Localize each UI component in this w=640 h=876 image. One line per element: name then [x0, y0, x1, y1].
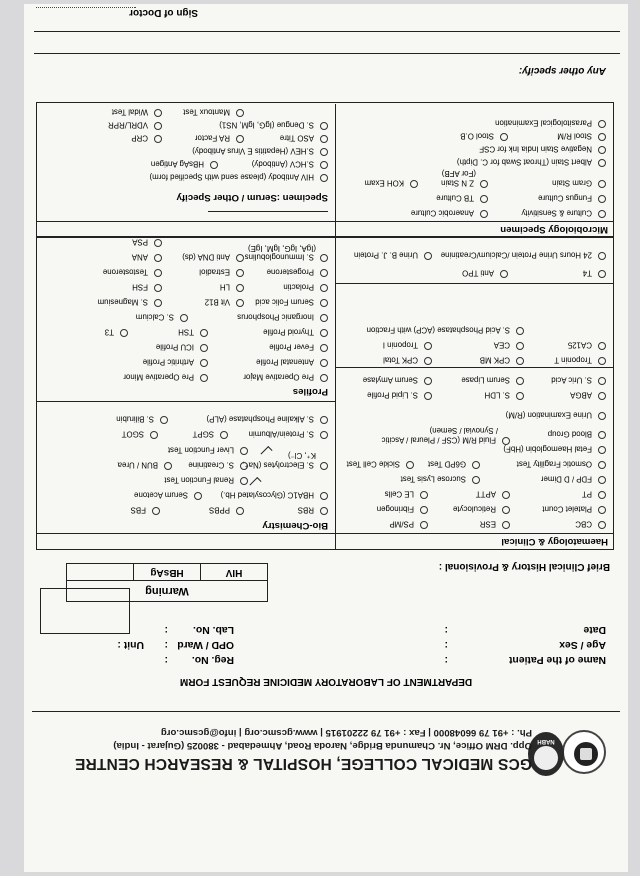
bio-option-electrolytes[interactable]: S. Electrolytes (Na⁺,	[242, 461, 328, 471]
profile-option-fever[interactable]: Fever Profile	[269, 343, 328, 353]
form-sheet	[24, 4, 628, 872]
colon: :	[444, 639, 448, 650]
immuno-note: (IgA, IgG, IgM, IgE)	[248, 244, 316, 253]
sero-option-hiv[interactable]: HIV Antibody (please send with Specified form)	[150, 173, 328, 183]
radio-circle[interactable]	[420, 491, 428, 499]
chem-option-anti-dna[interactable]: Anti DNA (ds)	[182, 253, 244, 263]
sero-option-stool-rm[interactable]: Stool R/M	[557, 132, 606, 142]
zn-note: (For AFB)	[441, 169, 476, 178]
radio-circle[interactable]	[154, 239, 162, 247]
radio-circle[interactable]	[320, 507, 328, 515]
lower-option-abga[interactable]: ABGA	[570, 391, 606, 401]
radio-circle[interactable]	[320, 269, 328, 277]
micro-option-anaerobic[interactable]: Anaerobic Culture	[411, 209, 488, 219]
radio-circle[interactable]	[598, 431, 606, 439]
lower-option-lipid[interactable]: S. Lipid Profile	[367, 391, 432, 401]
section-divider	[36, 401, 336, 402]
electrolytes-note: K⁺, Cl⁻)	[287, 451, 316, 460]
sero-option-vdrl[interactable]: VDRL/RPR	[108, 121, 162, 131]
bio-option-sgpt[interactable]: SGPT	[193, 430, 228, 440]
radio-circle[interactable]	[320, 122, 328, 130]
lower-option-ldh[interactable]: S. LDH	[485, 391, 524, 401]
hema-option-le-cells[interactable]: LE Cells	[385, 490, 428, 500]
bio-chemistry-heading: Bio-Chemistry	[262, 520, 328, 531]
anchor	[613, 281, 614, 282]
specimen-line	[208, 211, 328, 212]
bio-option-ppbs[interactable]: PPBS	[209, 506, 244, 516]
sero-option-hcv[interactable]: S.HCV (Antibody)	[252, 160, 328, 170]
section-divider	[36, 533, 614, 534]
address-line: Opp. DRM Office, Nr. Chamunda Bridge, Naroda Road, Ahmedabad - 380025 (Gujarat - India)	[113, 740, 532, 751]
radio-circle[interactable]	[236, 284, 244, 292]
radio-circle[interactable]	[472, 461, 480, 469]
microbiology-heading: Microbiology Specimen	[500, 224, 608, 235]
radio-circle[interactable]	[236, 269, 244, 277]
chem-option-folic[interactable]: Serum Folic acid	[255, 298, 328, 308]
radio-circle[interactable]	[320, 492, 328, 500]
colon: :	[164, 654, 168, 665]
warning-blank	[67, 564, 134, 580]
doctor-signature-label: Sign of Doctor	[129, 7, 198, 18]
micro-option-culture[interactable]: Culture & Sensitivity	[521, 209, 606, 219]
bio-option-alp[interactable]: S. Alkaline Phosphatase (ALP)	[207, 415, 328, 425]
bio-option-creatinine[interactable]: S. Creatinine	[188, 461, 248, 471]
colon: :	[164, 624, 168, 635]
hema-option-psmp[interactable]: PS/MP	[389, 520, 428, 530]
lower-option-trop-t[interactable]: Troponin T	[554, 356, 606, 366]
section-divider	[336, 367, 614, 368]
lab-no-label: Lab. No.	[193, 624, 234, 635]
radio-circle[interactable]	[472, 476, 480, 484]
header-divider	[32, 711, 620, 712]
sero-option-parasitological[interactable]: Parasitological Examination	[495, 119, 606, 129]
any-other-specify-label: Any other specify:	[518, 65, 606, 76]
bio-option-protein[interactable]: S. Protein/Albumin	[249, 430, 328, 440]
radio-circle[interactable]	[154, 284, 162, 292]
age-sex-label: Age / Sex	[559, 639, 606, 650]
bio-option-sgot[interactable]: SGOT	[122, 430, 158, 440]
radio-circle[interactable]	[320, 174, 328, 182]
radio-circle[interactable]	[154, 299, 162, 307]
bio-option-lft[interactable]: Liver Function Test	[168, 446, 248, 456]
college-seal-logo	[562, 730, 606, 774]
profile-option-pre-op-major[interactable]: Pre Operative Major	[243, 373, 328, 383]
radio-circle[interactable]	[164, 462, 172, 470]
radio-circle[interactable]	[598, 476, 606, 484]
lower-option-cpk-mb[interactable]: CPK MB	[480, 356, 524, 366]
chem-option-b12[interactable]: Vit B12	[205, 298, 244, 308]
radio-circle[interactable]	[154, 122, 162, 130]
sero-option-stool-ob[interactable]: Stool O.B	[460, 132, 508, 142]
radio-circle[interactable]	[240, 447, 248, 455]
radio-circle[interactable]	[220, 431, 228, 439]
radio-circle[interactable]	[598, 377, 606, 385]
radio-circle[interactable]	[516, 392, 524, 400]
radio-circle[interactable]	[320, 431, 328, 439]
date-label: Date	[583, 624, 606, 635]
lower-option-cea[interactable]: CEA	[494, 341, 524, 351]
chem-option-psa[interactable]: PSA	[132, 238, 162, 248]
institution-name: GCS MEDICAL COLLEGE, HOSPITAL & RESEARCH CENTRE	[74, 755, 532, 772]
chem-option-progesterone[interactable]: Progesterone	[267, 268, 328, 278]
warning-hiv: HIV	[225, 567, 243, 578]
profile-option-anti-tpo[interactable]: Anti TPO	[462, 269, 508, 279]
chem-option-fsh[interactable]: FSH	[132, 283, 162, 293]
radio-circle[interactable]	[598, 506, 606, 514]
radio-circle[interactable]	[320, 299, 328, 307]
radio-circle[interactable]	[502, 506, 510, 514]
radio-circle[interactable]	[598, 521, 606, 529]
colon: :	[444, 624, 448, 635]
micro-option-fungus[interactable]: Fungus Culture	[538, 194, 606, 204]
radio-circle[interactable]	[516, 342, 524, 350]
hema-option-aptt[interactable]: APTT	[476, 490, 510, 500]
hema-option-osmotic[interactable]: Osmotic Fragility Test	[517, 460, 606, 470]
hema-option-esr[interactable]: ESR	[480, 520, 510, 530]
radio-circle[interactable]	[420, 506, 428, 514]
radio-circle[interactable]	[424, 342, 432, 350]
hema-option-cbc[interactable]: CBC	[575, 520, 606, 530]
radio-circle[interactable]	[154, 254, 162, 262]
radio-circle[interactable]	[598, 491, 606, 499]
hema-option-fluid[interactable]: Fluid R/M (CSF / Pleural / Ascitic	[382, 436, 510, 446]
sero-option-india-ink[interactable]: Negative Stain India Ink for CSF	[479, 145, 606, 155]
opd-ward-label: OPD / Ward	[177, 639, 234, 650]
sero-option-hev[interactable]: S.HEV (Hepatitis E Virus Antibody)	[192, 147, 328, 157]
warning-hbsag: HBsAg	[134, 564, 201, 580]
radio-circle[interactable]	[598, 195, 606, 203]
chem-option-lh[interactable]: LH	[220, 283, 244, 293]
sero-option-aso[interactable]: ASO Titre	[280, 134, 328, 144]
chem-option-prolactin[interactable]: Prolactin	[283, 283, 328, 293]
chem-option-magnesium[interactable]: S. Magnesium	[98, 298, 162, 308]
radio-circle[interactable]	[598, 392, 606, 400]
haematology-heading: Haematology & Clinical	[501, 536, 608, 547]
radio-circle[interactable]	[598, 159, 606, 167]
radio-circle[interactable]	[236, 299, 244, 307]
section-divider	[36, 221, 614, 222]
radio-circle[interactable]	[502, 491, 510, 499]
column-divider	[335, 238, 336, 550]
radio-circle[interactable]	[480, 210, 488, 218]
bio-option-bilirubin[interactable]: S. Bilirubin	[116, 415, 168, 425]
radio-circle[interactable]	[598, 120, 606, 128]
profile-option-pre-op-minor[interactable]: Pre Operative Minor	[123, 373, 208, 383]
micro-option-zn[interactable]: Z N Stain	[441, 179, 488, 189]
brief-history-label: Brief Clinical History & Provisional :	[438, 561, 610, 572]
hema-option-pt[interactable]: PT	[582, 490, 606, 500]
sero-option-dengue[interactable]: S. Dengue (IgG, IgM, NS1)	[219, 121, 328, 131]
radio-circle[interactable]	[236, 109, 244, 117]
radio-circle[interactable]	[598, 180, 606, 188]
radio-circle[interactable]	[598, 146, 606, 154]
radio-circle[interactable]	[424, 357, 432, 365]
radio-circle[interactable]	[598, 461, 606, 469]
bio-option-rbs[interactable]: RBS	[298, 506, 328, 516]
patient-name-label: Name of the Patient	[509, 654, 606, 665]
sero-option-hbsag[interactable]: HBsAg Antigen	[151, 160, 218, 170]
lower-option-amylase[interactable]: Serum Amylase	[363, 376, 432, 386]
radio-circle[interactable]	[236, 135, 244, 143]
lower-option-trop-i[interactable]: Troponin I	[383, 341, 432, 351]
profile-option-tsh[interactable]: TSH	[178, 328, 208, 338]
fluid-note: / Synovial / Semen)	[429, 426, 498, 435]
radio-circle[interactable]	[320, 254, 328, 262]
profile-option-t4[interactable]: T4	[583, 269, 606, 279]
chem-option-urine-24h[interactable]: 24 Hours Urine Protein /Calcium/Creatinine	[441, 251, 606, 261]
section-divider	[336, 283, 614, 284]
hema-option-urine[interactable]: Urine Examination (R/M)	[506, 411, 606, 421]
radio-circle[interactable]	[160, 416, 168, 424]
colon: :	[444, 654, 448, 665]
bio-option-hba1c[interactable]: HBA1C (Glycosylated Hb.)	[221, 491, 328, 501]
radio-circle[interactable]	[236, 254, 244, 262]
radio-circle[interactable]	[516, 327, 524, 335]
hema-option-blood-group[interactable]: Blood Group	[548, 430, 606, 440]
radio-circle[interactable]	[320, 135, 328, 143]
radio-circle[interactable]	[240, 477, 248, 485]
radio-circle[interactable]	[320, 416, 328, 424]
radio-circle[interactable]	[154, 135, 162, 143]
profile-option-t3[interactable]: T3	[105, 328, 128, 338]
radio-circle[interactable]	[480, 195, 488, 203]
radio-circle[interactable]	[154, 269, 162, 277]
radio-circle[interactable]	[516, 377, 524, 385]
profiles-heading: Profiles	[292, 386, 328, 397]
chem-option-testosterone[interactable]: Testosterone	[103, 268, 162, 278]
micro-option-gram[interactable]: Gram Stain	[552, 179, 606, 189]
radio-circle[interactable]	[406, 461, 414, 469]
hema-option-sickle[interactable]: Sickle Cell Test	[347, 460, 414, 470]
radio-circle[interactable]	[516, 357, 524, 365]
chem-option-ana[interactable]: ANA	[132, 253, 162, 263]
radio-circle[interactable]	[420, 521, 428, 529]
radio-circle[interactable]	[320, 284, 328, 292]
sero-option-ra[interactable]: RA Factor	[195, 134, 244, 144]
radio-circle[interactable]	[598, 133, 606, 141]
chem-option-inorg-phos[interactable]: Inorganic Phosphorus	[237, 313, 328, 323]
bio-option-fbs[interactable]: FBS	[131, 506, 160, 516]
radio-circle[interactable]	[152, 507, 160, 515]
hema-option-fibrinogen[interactable]: Fibrinogen	[377, 505, 428, 515]
radio-circle[interactable]	[424, 392, 432, 400]
chem-option-estradiol[interactable]: Estradiol	[199, 268, 244, 278]
profile-option-thyroid[interactable]: Thyroid Profile	[263, 328, 328, 338]
radio-circle[interactable]	[598, 210, 606, 218]
radio-circle[interactable]	[210, 161, 218, 169]
bio-option-rft[interactable]: Renal Function Test	[164, 476, 248, 486]
profile-option-arthritic[interactable]: Arthritic Profile	[143, 358, 208, 368]
profile-option-antenatal[interactable]: Antenatal Profile	[256, 358, 328, 368]
radio-circle[interactable]	[320, 161, 328, 169]
warning-box	[66, 563, 268, 602]
radio-circle[interactable]	[480, 180, 488, 188]
footer-line	[34, 31, 620, 32]
lower-option-uric[interactable]: S. Uric Acid	[551, 376, 606, 386]
radio-circle[interactable]	[502, 521, 510, 529]
sero-option-albert[interactable]: Albert Stain (Throat Swab for C. Dipth)	[457, 158, 606, 168]
hema-option-retic[interactable]: Reticulocyte	[453, 505, 510, 515]
radio-circle[interactable]	[240, 462, 248, 470]
specimen-heading: Specimen :Serum / Other Specify	[176, 192, 328, 203]
radio-circle[interactable]	[180, 314, 188, 322]
radio-circle[interactable]	[598, 357, 606, 365]
unit-label: Unit :	[117, 639, 144, 650]
chem-option-immunoglobulins[interactable]: S. Immunoglobulins	[245, 253, 328, 263]
sero-option-crp[interactable]: CRP	[131, 134, 162, 144]
department-title: DEPARTMENT OF LABORATORY MEDICINE REQUEST FORM	[179, 676, 473, 687]
radio-circle[interactable]	[194, 492, 202, 500]
column-divider	[335, 104, 336, 238]
lower-option-lipase[interactable]: Serum Lipase	[461, 376, 524, 386]
radio-circle[interactable]	[424, 377, 432, 385]
sero-option-mantoux[interactable]: Mantoux Test	[183, 108, 244, 118]
chem-option-urine-bj[interactable]: Urine B. J. Protein	[354, 251, 432, 261]
hema-option-sucrose[interactable]: Sucrose Lysis Test	[401, 475, 480, 485]
radio-circle[interactable]	[410, 180, 418, 188]
hema-option-platelet[interactable]: Platelet Count	[542, 505, 606, 515]
radio-circle[interactable]	[320, 462, 328, 470]
micro-option-tb[interactable]: TB Culture	[436, 194, 488, 204]
radio-circle[interactable]	[598, 446, 606, 454]
hema-option-fdp[interactable]: FDP / D Dimer	[541, 475, 606, 485]
lower-option-acp[interactable]: S. Acid Phosphatase (ACP) with Fraction	[367, 326, 524, 336]
radio-circle[interactable]	[236, 507, 244, 515]
sero-option-widal[interactable]: Widal Test	[112, 108, 162, 118]
radio-circle[interactable]	[500, 133, 508, 141]
bio-option-acetone[interactable]: Serum Acetone	[134, 491, 202, 501]
radio-circle[interactable]	[154, 109, 162, 117]
contact-line: Ph. : +91 79 66048000 | Fax : +91 79 22201915 | www.gcsmc.org | info@gcsmc.org	[160, 727, 532, 738]
radio-circle[interactable]	[598, 412, 606, 420]
lower-option-cpk[interactable]: CPK Total	[383, 356, 432, 366]
radio-circle[interactable]	[598, 342, 606, 350]
bio-option-bun[interactable]: BUN / Urea	[118, 461, 172, 471]
chem-option-calcium[interactable]: S. Calcium	[136, 313, 188, 323]
micro-option-koh[interactable]: KOH Exam	[365, 179, 418, 189]
reg-no-label: Reg. No.	[191, 654, 234, 665]
radio-circle[interactable]	[150, 431, 158, 439]
hema-option-hbf[interactable]: Fetal Haemoglobin (HbF)	[503, 445, 606, 455]
colon: :	[164, 639, 168, 650]
footer-line	[34, 53, 620, 54]
nabh-logo: NABH	[528, 732, 564, 776]
hema-option-g6pd[interactable]: G6PD Test	[428, 460, 480, 470]
lower-option-ca125[interactable]: CA125	[568, 341, 606, 351]
radio-circle[interactable]	[502, 437, 510, 445]
signature-line[interactable]	[36, 7, 136, 8]
radio-circle[interactable]	[320, 314, 328, 322]
profile-option-icu[interactable]: ICU Profile	[156, 343, 208, 353]
warning-title: Warning	[67, 580, 267, 601]
radio-circle[interactable]	[320, 148, 328, 156]
